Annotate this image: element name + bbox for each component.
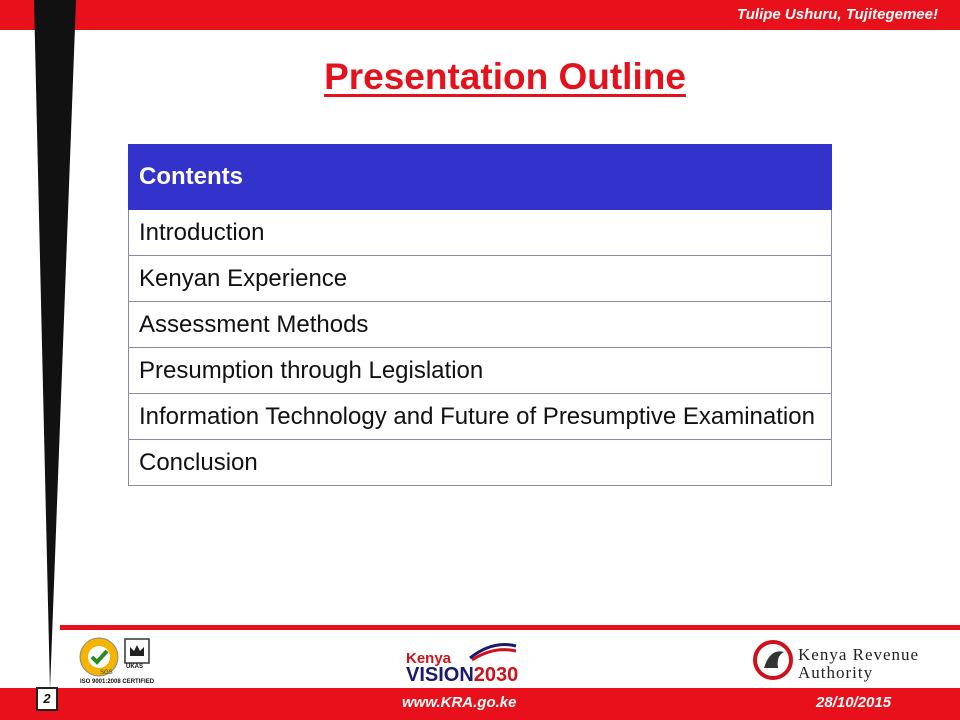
page-number: 2: [36, 687, 58, 711]
sgs-label: SGS: [100, 670, 113, 676]
ukas-crown-icon: [124, 638, 150, 664]
ukas-label: UKAS: [126, 664, 144, 670]
kra-logo-text: Kenya Revenue Authority: [798, 645, 920, 682]
vision-2030-text: VISION2030: [406, 664, 519, 686]
vision-kenya-text: Kenya: [406, 650, 452, 667]
slide-date: 28/10/2015: [816, 694, 892, 711]
tagline: Tulipe Ushuru, Tujitegemee!: [736, 6, 938, 23]
contents-row-kenyan-experience: Kenyan Experience: [129, 256, 832, 302]
black-wedge-decoration: [0, 0, 80, 720]
iso-certified-label: ISO 9001:2008 CERTIFIED: [80, 679, 155, 685]
contents-header: Contents: [129, 145, 832, 210]
contents-row-presumption-legislation: Presumption through Legislation: [129, 348, 832, 394]
sgs-certification-icon: [78, 636, 120, 678]
kra-lion-emblem-icon: [752, 638, 794, 682]
vision-2030-swoosh-icon: [468, 640, 518, 662]
contents-row-assessment-methods: Assessment Methods: [129, 302, 832, 348]
footer-divider: [60, 625, 960, 630]
contents-row-information-technology: Information Technology and Future of Presumptive Examination: [129, 394, 832, 440]
contents-row-introduction: Introduction: [129, 210, 832, 256]
top-banner: [0, 0, 960, 30]
website-link[interactable]: www.KRA.go.ke: [402, 694, 517, 711]
slide-title: Presentation Outline: [324, 56, 686, 97]
contents-table: [128, 144, 832, 486]
contents-row-conclusion: Conclusion: [129, 440, 832, 486]
